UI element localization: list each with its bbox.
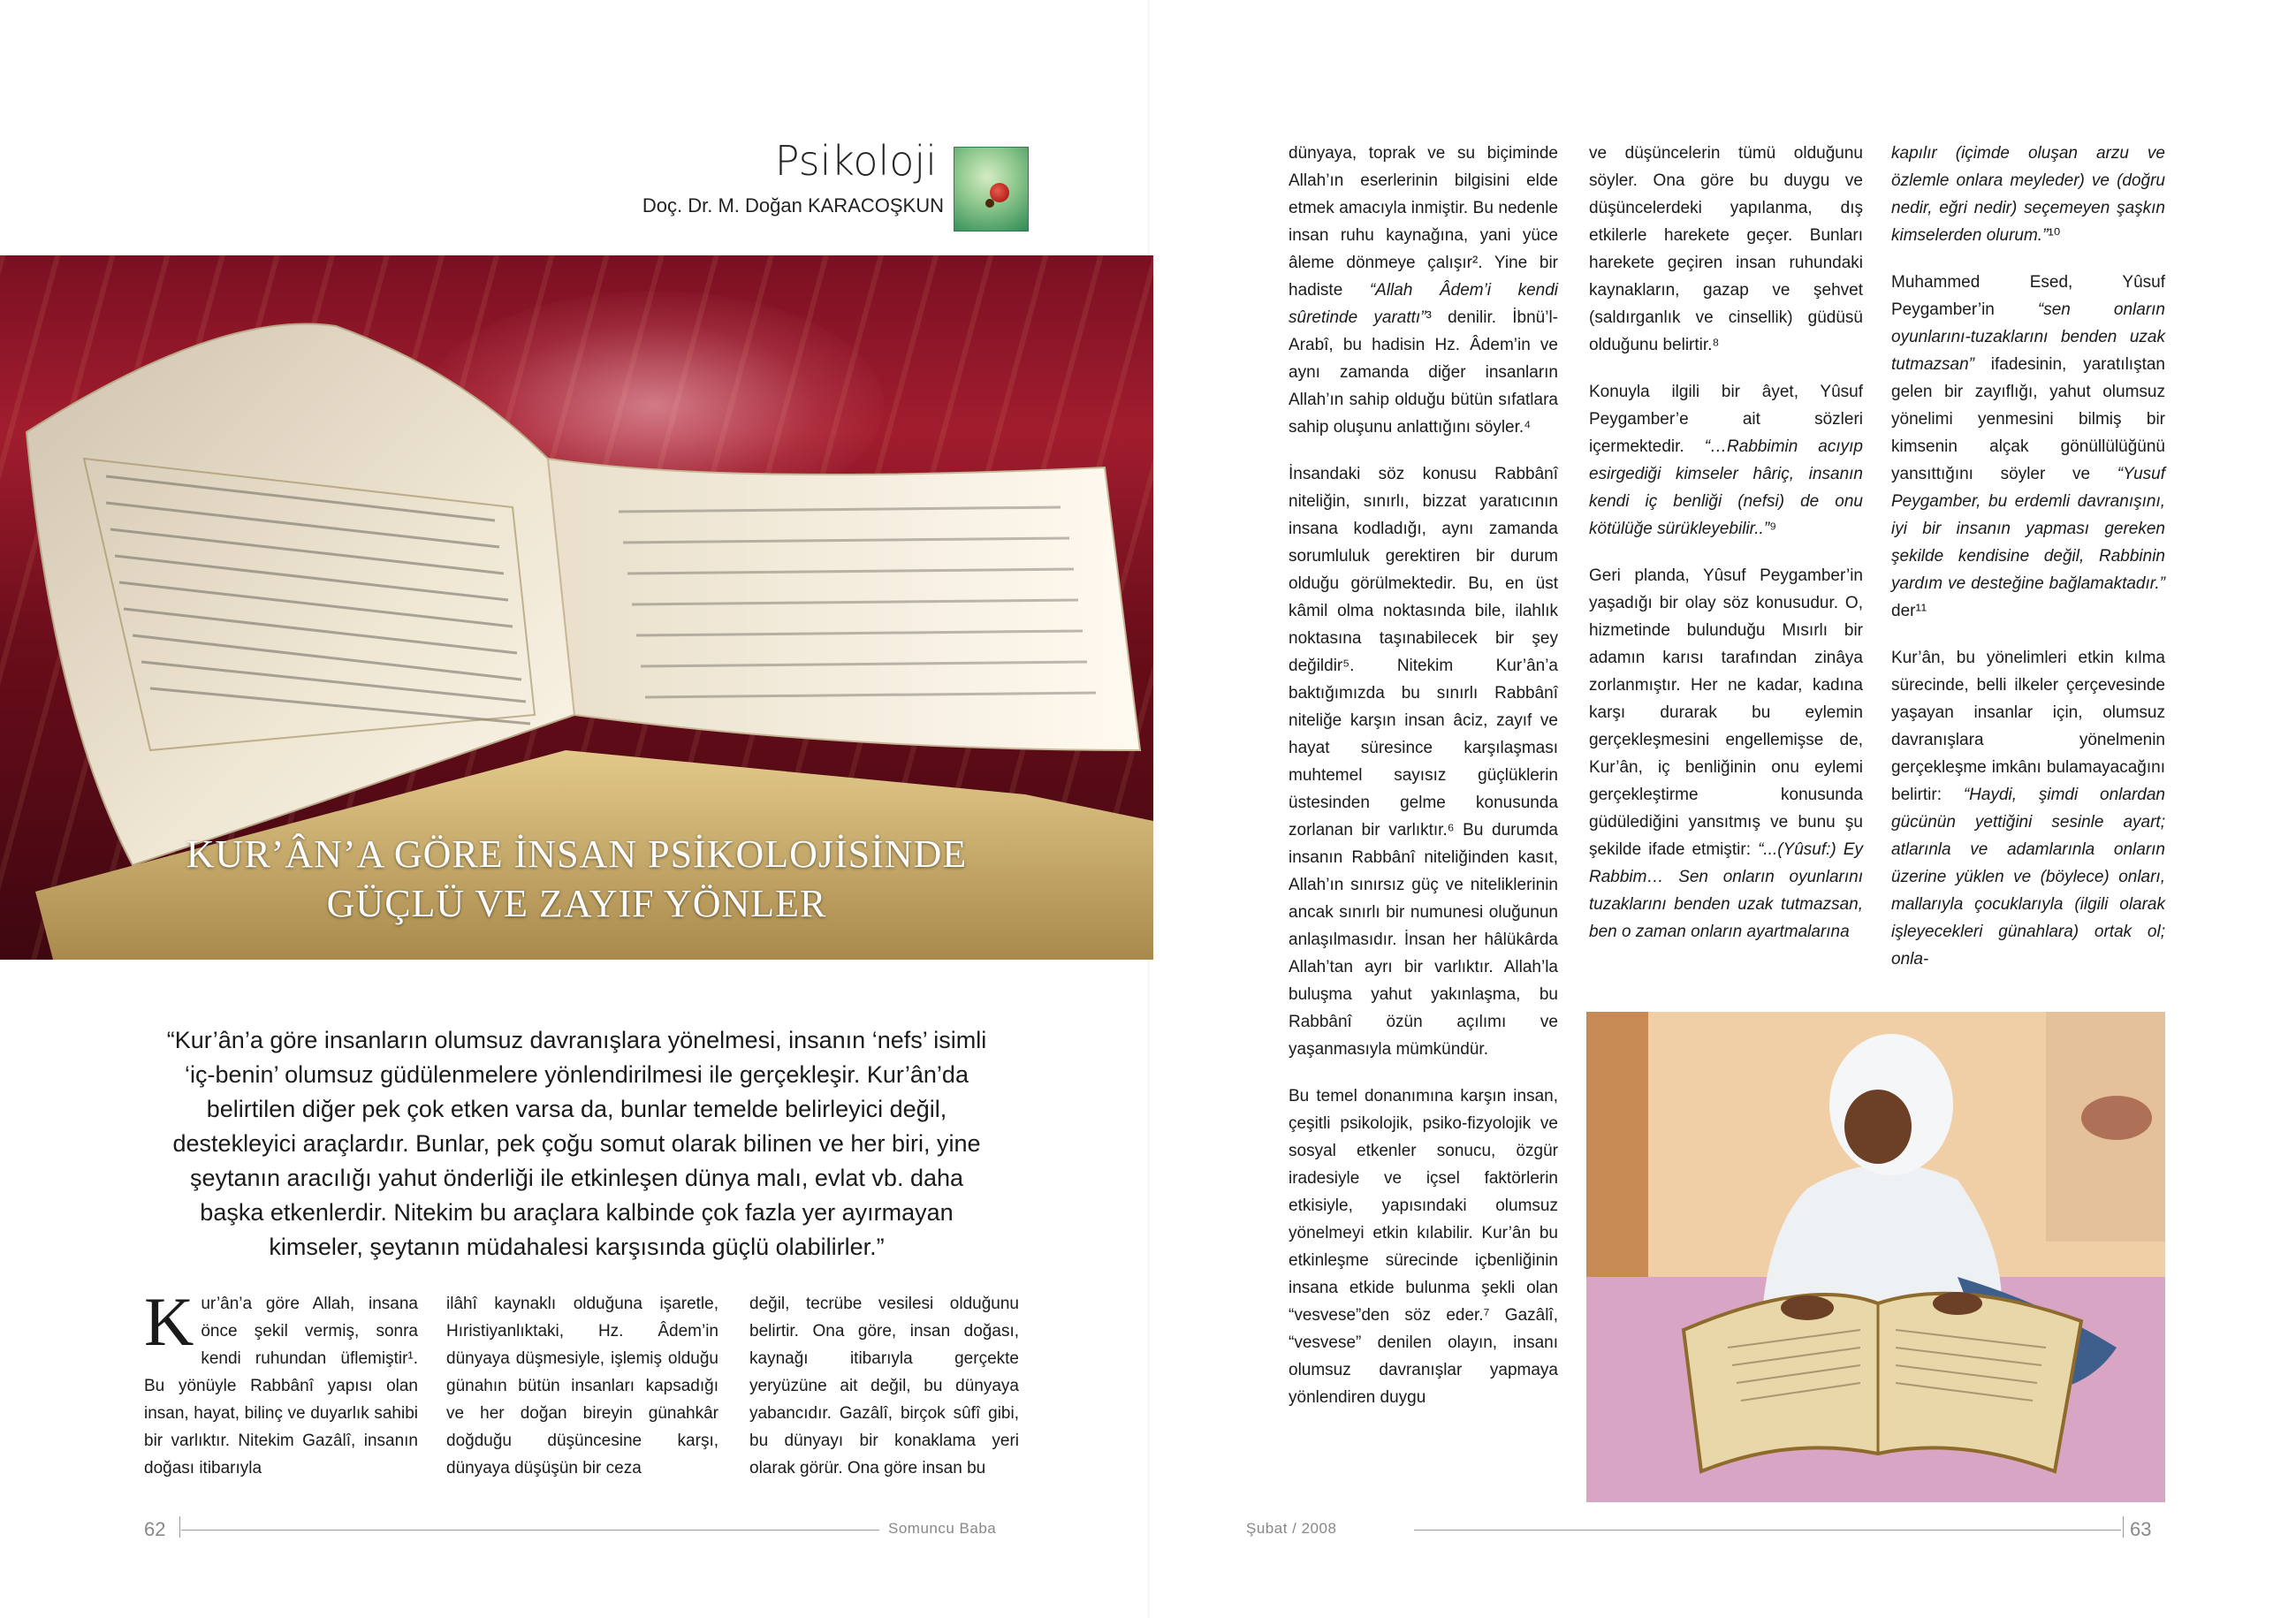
drop-cap: K — [144, 1283, 194, 1360]
left-col-3: değil, tecrübe vesilesi olduğunu belirtir. Ona göre, insan doğası, kaynağı itibarıyla gerçekte yeryüzüne ait değil, bu dünyaya yabancıdır. Gazâlî, birçok sûfî gibi, bu dünyayı bir konaklama yeri olarak görür. Ona göre insan bu — [749, 1295, 1019, 1477]
footer-tick-left — [179, 1516, 180, 1538]
hero-image-quran — [0, 255, 1153, 960]
author-name: Doç. Dr. M. Doğan KARACOŞKUN — [642, 194, 944, 216]
paragraph: Kur’ân, bu yönelimleri etkin kılma sürecinde, belli ilkeler çerçevesinde yaşayan insanlar için, olumsuz davranışlara yönelmenin gerçekleşme imkânı bulamayacağını belirtir: “Haydi, şimdi onlardan gücünün yettiğini sesinle ayart; atlarınla ve adamlarınla onların üzerine yüklen ve (böylece) onları, mallarıyla çocuklarıyla (ilgili olarak işleyecekleri günahlara) ortak ol; onla- — [1891, 649, 2165, 969]
left-col-2: ilâhî kaynaklı olduğuna işaretle, Hıristiyanlıktaki, Hz. Âdem’in dünyaya düşmesiyle, işlemiş olduğu günahın bütün insanları kapsadığı ve her doğan bireyin günahkâr doğduğu düşüncesine karşı, dünyaya düşüşün bir ceza — [446, 1295, 718, 1477]
footer-rule-left — [181, 1530, 879, 1531]
paragraph: dünyaya, toprak ve su biçiminde Allah’ın eserlerinin bilgisini elde etmek amacıyla inmiştir. Bu nedenle insan ruhu kaynağına, yani yüce âleme dönmeye çalışır². Yine bir hadiste “Allah Âdem’i kendi sûretinde yarattı”³ denilir. İbnü’l-Arabî, bu hadisin Hz. Âdem’in ve aynı zamanda diğer insanların Allah’ın sahip olduğu bütün sıfatlara sahip oluşunu anlattığını söyler.⁴ — [1289, 144, 1559, 437]
issue-date: Şubat / 2008 — [1246, 1520, 1337, 1537]
footer-rule-right — [1414, 1530, 2121, 1531]
paragraph: kapılır (içimde oluşan arzu ve özlemle onlara meyleder) ve (doğru nedir, eğri nedir) seçemeyen şaşkın kimselerden olurum.”¹⁰ — [1891, 144, 2165, 245]
ladybug-head — [985, 199, 994, 208]
page-number-left: 62 — [144, 1518, 166, 1540]
section-title: Psikoloji — [774, 137, 937, 185]
paragraph: ve düşüncelerin tümü olduğunu söyler. Ona göre bu duygu ve düşüncelerdeki yapılanma, dış etkilerle harekete geçer. Bunları harekete geçiren insan ruhundaki kaynakların, gazap ve şehvet (saldırganlık ve cinsellik) güdüsü olduğunu belirtir.⁸ — [1589, 144, 1863, 354]
left-col-1-text: ur’ân’a göre Allah, insana önce şekil vermiş, sonra kendi ruhundan üflemiştir¹. Bu yönüyle Rabbânî yapısı olan insan, hayat, bilinç ve duyarlık sahibi bir varlıktır. Nitekim Gazâlî, insanın doğası itibarıyla — [144, 1295, 418, 1477]
hero-title-line2: GÜÇLÜ VE ZAYIF YÖNLER — [326, 882, 827, 925]
lead-quote: “Kur’ân’a göre insanların olumsuz davranışlara yönelmesi, insanın ‘nefs’ isimli ‘iç-benin’ olumsuz güdülenmelere yönlendirilmesi ile gerçekleşir. Kur’ân’da belirtilen diğer pek çok etken varsa da, bunlar temelde belirleyici değil, destekleyici araçlardır. Bunlar, pek çoğu somut olarak bilinen ve her biri, yine şeytanın aracılığı yahut önderliği ile etkinleşen dünya malı, evlat vb. daha başka etkenlerdir. Nitekim bu araçlara kalbinde çok fazla yer ayırmayan kimseler, şeytanın müdahalesi karşısında güçlü olabilirler.” — [166, 1027, 987, 1260]
magazine-name: Somuncu Baba — [888, 1520, 997, 1537]
left-col-1 — [144, 1283, 418, 1482]
paragraph: Bu temel donanımına karşın insan, çeşitli psikolojik, psiko-fizyolojik ve sosyal etkenler sonucu, özgür iradesiyle ve içsel faktörlerin etkisiyle, yapısındaki olumsuz yönelmeyi etkin kılabilir. Kur’ân bu etkinleşme sürecinde içbenliğinin insana etkide bulunma şekli olan “vesvese”den söz eder.⁷ Gazâlî, “vesvese” denilen olayın, insanı olumsuz davranışlar yapmaya yönlendiren duygu — [1289, 1087, 1558, 1407]
ladybug-icon — [954, 147, 1029, 232]
paragraph: İnsandaki söz konusu Rabbânî niteliğin, sınırlı, bizzat yaratıcının insana kodladığı, aynı zamanda sorumluluk gerektiren bir durum olduğu görülmektedir. Bu, en üst kâmil olma noktasında bile, ilahlık noktasına taşınabilecek bir şey değildir⁵. Nitekim Kur’ân’a baktığımızda bu sınırlı Rabbânî niteliğe karşın insan âciz, zayıf ve hayat süresince karşılaşması muhtemel sayısız güçlüklerin üstesinden gelme konusunda zorlanan bir varlıktır.⁶ Bu durumda insanın Rabbânî niteliğinden kasıt, Allah’ın sınırsız güç ve niteliklerinin ancak sınırlı bir numunesi oluğunun anlaşılmasıdır. İnsan her hâlükârda Allah’tan ayrı bir varlıktır. Allah’la buluşma yahut yakınlaşma, bu Rabbânî özün açılımı ve yaşanmasıyla mümkündür. — [1289, 465, 1558, 1059]
hero-title-line1: KUR’ÂN’A GÖRE İNSAN PSİKOLOJİSİNDE — [186, 832, 968, 876]
page-number-right: 63 — [2130, 1518, 2152, 1540]
paragraph: Muhammed Esed, Yûsuf Peygamber’in “sen onların oyunlarını-tuzaklarını benden uzak tutmazsan” ifadesinin, yaratılıştan gelen bir zayıflığı, yahut olumsuz yönelimi yenmesini bilmiş bir kimsenin alçak gönüllülüğünü yansıttığını söyler ve “Yusuf Peygamber, bu erdemli davranışını, iyi bir insanın yapması gereken şekilde kendisine değil, Rabbinin yardım ve desteğine bağlamaktadır.” der¹¹ — [1891, 273, 2165, 620]
photo-illustration — [1586, 1012, 2165, 1502]
right-col-3 — [1891, 140, 2165, 992]
footer-tick-right — [2123, 1516, 2124, 1538]
paragraph: Konuyla ilgili bir âyet, Yûsuf Peygamber’e ait sözleri içermektedir. “…Rabbimin acıyıp esirgediği kimseler hâriç, insanın kendi iç benliği (nefsi) de onu kötülüğe sürükleyebilir..”⁹ — [1589, 383, 1864, 538]
right-col-1 — [1289, 140, 1558, 1431]
right-col-2 — [1589, 140, 1863, 965]
photo-woman-reading — [1586, 1012, 2165, 1502]
paragraph: Geri planda, Yûsuf Peygamber’in yaşadığı bir olay söz konusudur. O, hizmetinde bulunduğu Mısırlı bir adamın karısı tarafından zinâya zorlanmıştır. Her ne kadar, kadına karşı durarak bu eylemin gerçekleşmesini engellemişse de, Kur’ân, iç benliğinin onu eylemi gerçekleştirme konusunda güdülediğini yansıtmış ve bunu şu şekilde ifade etmiştir: “...(Yûsuf:) Ey Rabbim… Sen onların oyunlarını tuzaklarını benden uzak tutmazsan, ben o zaman onların ayartmalarına — [1589, 566, 1863, 941]
